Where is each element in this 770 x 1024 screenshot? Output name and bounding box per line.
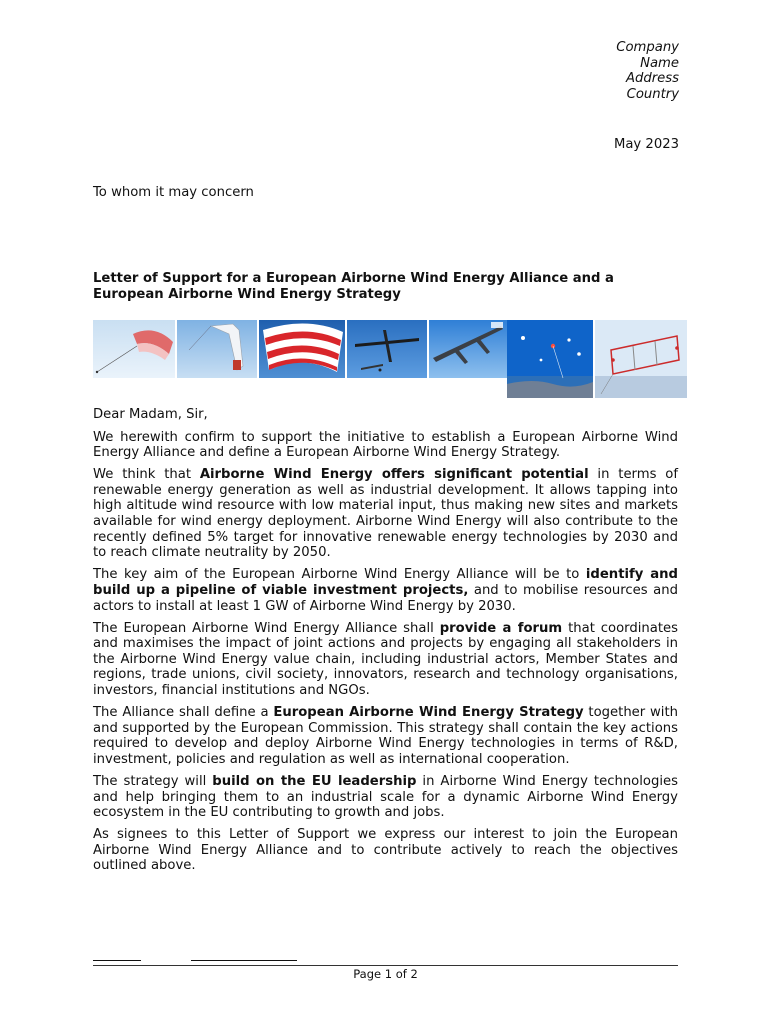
paragraph-3 bbox=[93, 567, 678, 614]
paragraph-4-text: The European Airborne Wind Energy Alliance shall bbox=[93, 620, 440, 636]
recipient-line: To whom it may concern bbox=[93, 185, 254, 200]
letter-date: May 2023 bbox=[613, 137, 679, 152]
signature-lines bbox=[93, 948, 297, 964]
letter-body bbox=[93, 407, 678, 881]
paragraph-5 bbox=[93, 705, 678, 767]
paragraph-4-text-cont: that coordinates and maximises the impact of joint actions and projects by engaging all stakeholders in the Airborne Wind Energy value chain, including industrial actors, Member States and regions, trade unions, civil society, innovators, research and technology organisations, investors, financial institutions and NGOs. bbox=[93, 620, 678, 698]
paragraph-5-emphasis: European Airborne Wind Energy Strategy bbox=[273, 705, 584, 721]
paragraph-4-emphasis: provide a forum bbox=[439, 620, 563, 636]
sender-company: Company bbox=[616, 40, 679, 55]
paragraph-2 bbox=[93, 467, 678, 561]
paragraph-6-text-cont: in Airborne Wind Energy technologies and help bringing them to an industrial scale for a dynamic Airborne Wind Energy ecosystem in the EU contributing to growth and jobs. bbox=[93, 773, 678, 821]
sender-country: Country bbox=[626, 86, 679, 102]
photo-strip bbox=[93, 320, 687, 398]
glider-photo bbox=[347, 320, 427, 378]
paragraph-2-emphasis: Airborne Wind Energy offers significant potential bbox=[199, 467, 589, 483]
salutation: Dear Madam, Sir, bbox=[93, 407, 208, 422]
page-number: Page 1 of 2 bbox=[353, 967, 418, 981]
paragraph-3-text: The key aim of the European Airborne Wind Energy Alliance will be to bbox=[93, 567, 586, 583]
paragraph-4 bbox=[93, 621, 678, 699]
sender-address-line: Address bbox=[625, 71, 679, 87]
paragraph-2-text-cont: in terms of renewable energy generation as well as industrial development. It allows tapping into high altitude wind resource with low material input, thus making new sites and markets available for wind energy deployment. Airborne Wind Energy will also contribute to the recently defined 5% target for innovative renewable energy technologies by 2030 and to reach climate neutrality by 2050. bbox=[93, 467, 679, 561]
letter-title: Letter of Support for a European Airborne Wind Energy Alliance and a European Airborne Wind Energy Strategy bbox=[93, 271, 614, 302]
signature-line-1 bbox=[93, 948, 141, 961]
paragraph-3-emphasis: identify and build up a pipeline of viable investment projects, bbox=[93, 567, 678, 598]
wing-in-sky-photo bbox=[177, 320, 257, 378]
paragraph-6-text: The strategy will bbox=[93, 773, 213, 789]
sender-name: Name bbox=[640, 55, 679, 71]
striped-kite-photo bbox=[259, 320, 345, 378]
drone-cluster-photo bbox=[507, 320, 593, 398]
paragraph-6 bbox=[93, 774, 678, 821]
kite-frame-photo bbox=[595, 320, 687, 398]
signature-line-2 bbox=[191, 948, 297, 961]
aircraft-photo bbox=[429, 320, 507, 378]
paragraph-5-text-cont: together with and supported by the European Commission. This strategy shall contain the key actions required to develop and deploy Airborne Wind Energy technologies in terms of R&D, investment, policies and regulation as well as international cooperation. bbox=[93, 705, 678, 767]
kite-photo bbox=[93, 320, 175, 378]
paragraph-6-emphasis: build on the EU leadership bbox=[212, 773, 417, 789]
paragraph-2-text: We think that bbox=[93, 467, 200, 483]
paragraph-3-text-cont: and to mobilise resources and actors to install at least 1 GW of Airborne Wind Energy by 2030. bbox=[93, 582, 678, 614]
paragraph-5-text: The Alliance shall define a bbox=[93, 705, 274, 721]
paragraph-7: As signees to this Letter of Support we express our interest to join the European Airborne Wind Energy Alliance and to contribute actively to reach the objectives outlined above. bbox=[93, 827, 678, 874]
paragraph-1: We herewith confirm to support the initiative to establish a European Airborne Wind Energy Alliance and define a European Airborne Wind Energy Strategy. bbox=[93, 429, 678, 461]
footer-divider bbox=[93, 965, 678, 966]
sender-address bbox=[616, 40, 679, 102]
